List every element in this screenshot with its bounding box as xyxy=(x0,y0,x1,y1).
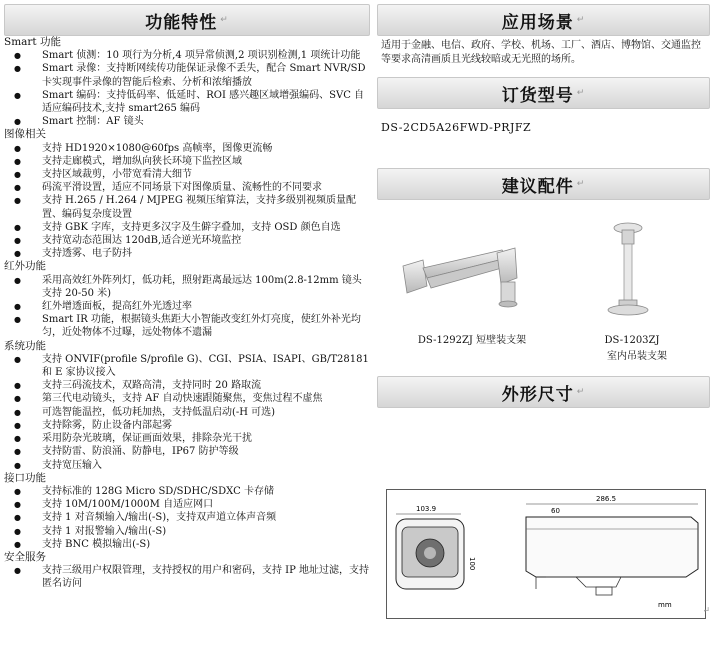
list-item: ● 支持 H.265 / H.264 / MJPEG 视频压缩算法，支持多级别视频质量配置、编码复杂度设置 xyxy=(4,194,370,220)
section-heading: 系统功能 xyxy=(4,339,46,352)
front-width-label: 103.9 xyxy=(416,505,437,513)
unit-label: mm xyxy=(658,601,672,609)
list-item: ● 支持宽压输入 xyxy=(4,459,370,472)
ceiling-bracket-image xyxy=(603,220,653,318)
dimension-drawing xyxy=(386,489,706,619)
list-item: ● 支持 10M/100M/1000M 自适应网口 xyxy=(4,498,370,511)
list-item: ● 支持 BNC 模拟输出(-S) xyxy=(4,538,370,551)
list-item: ● 支持三级用户权限管理，支持授权的用户和密码，支持 IP 地址过滤，支持匿名访问 xyxy=(4,564,370,590)
list-item: ● 支持 ONVIF(profile S/profile G)、CGI、PSIA、ISAPI、GB/T28181 和 E 家协议接入 xyxy=(4,353,370,379)
side-label: 60 xyxy=(551,507,560,515)
list-item: ● 支持标准的 128G Micro SD/SDHC/SDXC 卡存储 xyxy=(4,485,370,498)
section-list xyxy=(4,485,370,551)
features-title: 功能特性 xyxy=(145,12,218,33)
dimensions-banner: 外形尺寸 ↵ xyxy=(377,376,710,408)
accessories-area xyxy=(377,200,710,370)
section-list xyxy=(4,564,370,590)
section-list xyxy=(4,353,370,472)
list-item: ● 支持三码流技术，双路高清，支持同时 20 路取流 xyxy=(4,379,370,392)
section-heading: Smart 功能 xyxy=(4,36,61,48)
list-item: ● 采用高效红外阵列灯，低功耗，照射距离最远达 100m(2.8-12mm 镜头支持 20-50 米) xyxy=(4,274,370,300)
section-list xyxy=(4,49,370,128)
dimensions-title: 外形尺寸 xyxy=(501,384,574,405)
accessories-title: 建议配件 xyxy=(501,176,574,197)
list-item: ● 支持 1 对报警输入/输出(-S) xyxy=(4,525,370,538)
accessories-banner: 建议配件 ↵ xyxy=(377,168,710,200)
list-item: ● 支持 1 对音频输入/输出(-S)，支持双声道立体声音频 xyxy=(4,511,370,524)
features-sections xyxy=(4,36,370,591)
accessory1-caption: DS-1292ZJ 短壁装支架 xyxy=(417,335,527,346)
order-title: 订货型号 xyxy=(501,85,574,106)
application-title: 应用场景 xyxy=(501,12,574,33)
list-item: ● 支持 GBK 字库，支持更多汉字及生僻字叠加，支持 OSD 颜色自选 xyxy=(4,221,370,234)
order-banner: 订货型号 ↵ xyxy=(377,77,710,109)
accessory2-caption: 室内吊装支架 xyxy=(607,351,667,362)
section-list xyxy=(4,274,370,340)
features-column xyxy=(4,4,370,591)
order-code: DS-2CD5A26FWD-PRJFZ xyxy=(381,121,532,134)
accessory2-model: DS-1203ZJ xyxy=(604,335,660,346)
info-column xyxy=(377,4,710,408)
section-heading: 接口功能 xyxy=(4,471,46,484)
list-item: ● 支持透雾、电子防抖 xyxy=(4,247,370,260)
list-item: ● 支持区域裁剪，小带宽看清大细节 xyxy=(4,168,370,181)
section-heading: 安全服务 xyxy=(4,550,46,563)
application-banner: 应用场景 ↵ xyxy=(377,4,710,36)
section-list xyxy=(4,142,370,261)
list-item: ● Smart 编码：支持低码率、低延时、ROI 感兴趣区域增强编码、SVC 自适应编码技术,支持 smart265 编码 xyxy=(4,89,370,115)
list-item: ● 码流平滑设置，适应不同场景下对图像质量、流畅性的不同要求 xyxy=(4,181,370,194)
front-height-label: 100 xyxy=(468,557,476,571)
list-item: ● 红外增透面板，提高红外光透过率 xyxy=(4,300,370,313)
top-length-label: 286.5 xyxy=(596,495,617,503)
list-item: ● 支持走廊模式，增加纵向狭长环境下监控区域 xyxy=(4,155,370,168)
section-heading: 红外功能 xyxy=(4,260,46,273)
list-item: ● 第三代电动镜头，支持 AF 自动快速跟随聚焦，变焦过程不虚焦 xyxy=(4,392,370,405)
list-item: ● 支持 HD1920×1080@60fps 高帧率，图像更流畅 xyxy=(4,142,370,155)
list-item: ● Smart 控制：AF 镜头 xyxy=(4,115,370,128)
list-item: ● 支持宽动态范围达 120dB,适合逆光环境监控 xyxy=(4,234,370,247)
list-item: ● Smart 侦测：10 项行为分析,4 项异常侦测,2 项识别检测,1 项统计功能 xyxy=(4,49,370,62)
wall-bracket-image xyxy=(397,238,527,313)
list-item: ● 可选智能温控，低功耗加热，支持低温启动(-H 可选) xyxy=(4,406,370,419)
section-heading: 图像相关 xyxy=(4,128,46,141)
list-item: ● 采用防杂光玻璃，保证画面效果，排除杂光干扰 xyxy=(4,432,370,445)
list-item: ● Smart 录像：支持断网续传功能保证录像不丢失，配合 Smart NVR/SD 卡实现事件录像的智能后检索、分析和浓缩播放 xyxy=(4,62,370,88)
list-item: ● Smart IR 功能，根据镜头焦距大小智能改变红外灯亮度，使红外补光均匀，近处物体不过曝，远处物体不遗漏 xyxy=(4,313,370,339)
application-text: 适用于金融、电信、政府、学校、机场、工厂、酒店、博物馆、交通监控等要求高清画质且光线较暗或无光照的场所。 xyxy=(381,40,701,65)
list-item: ● 支持防雷、防浪涌、防静电，IP67 防护等级 xyxy=(4,445,370,458)
list-item: ● 支持除雾，防止设备内部起雾 xyxy=(4,419,370,432)
features-banner: 功能特性 ↵ xyxy=(4,4,370,36)
